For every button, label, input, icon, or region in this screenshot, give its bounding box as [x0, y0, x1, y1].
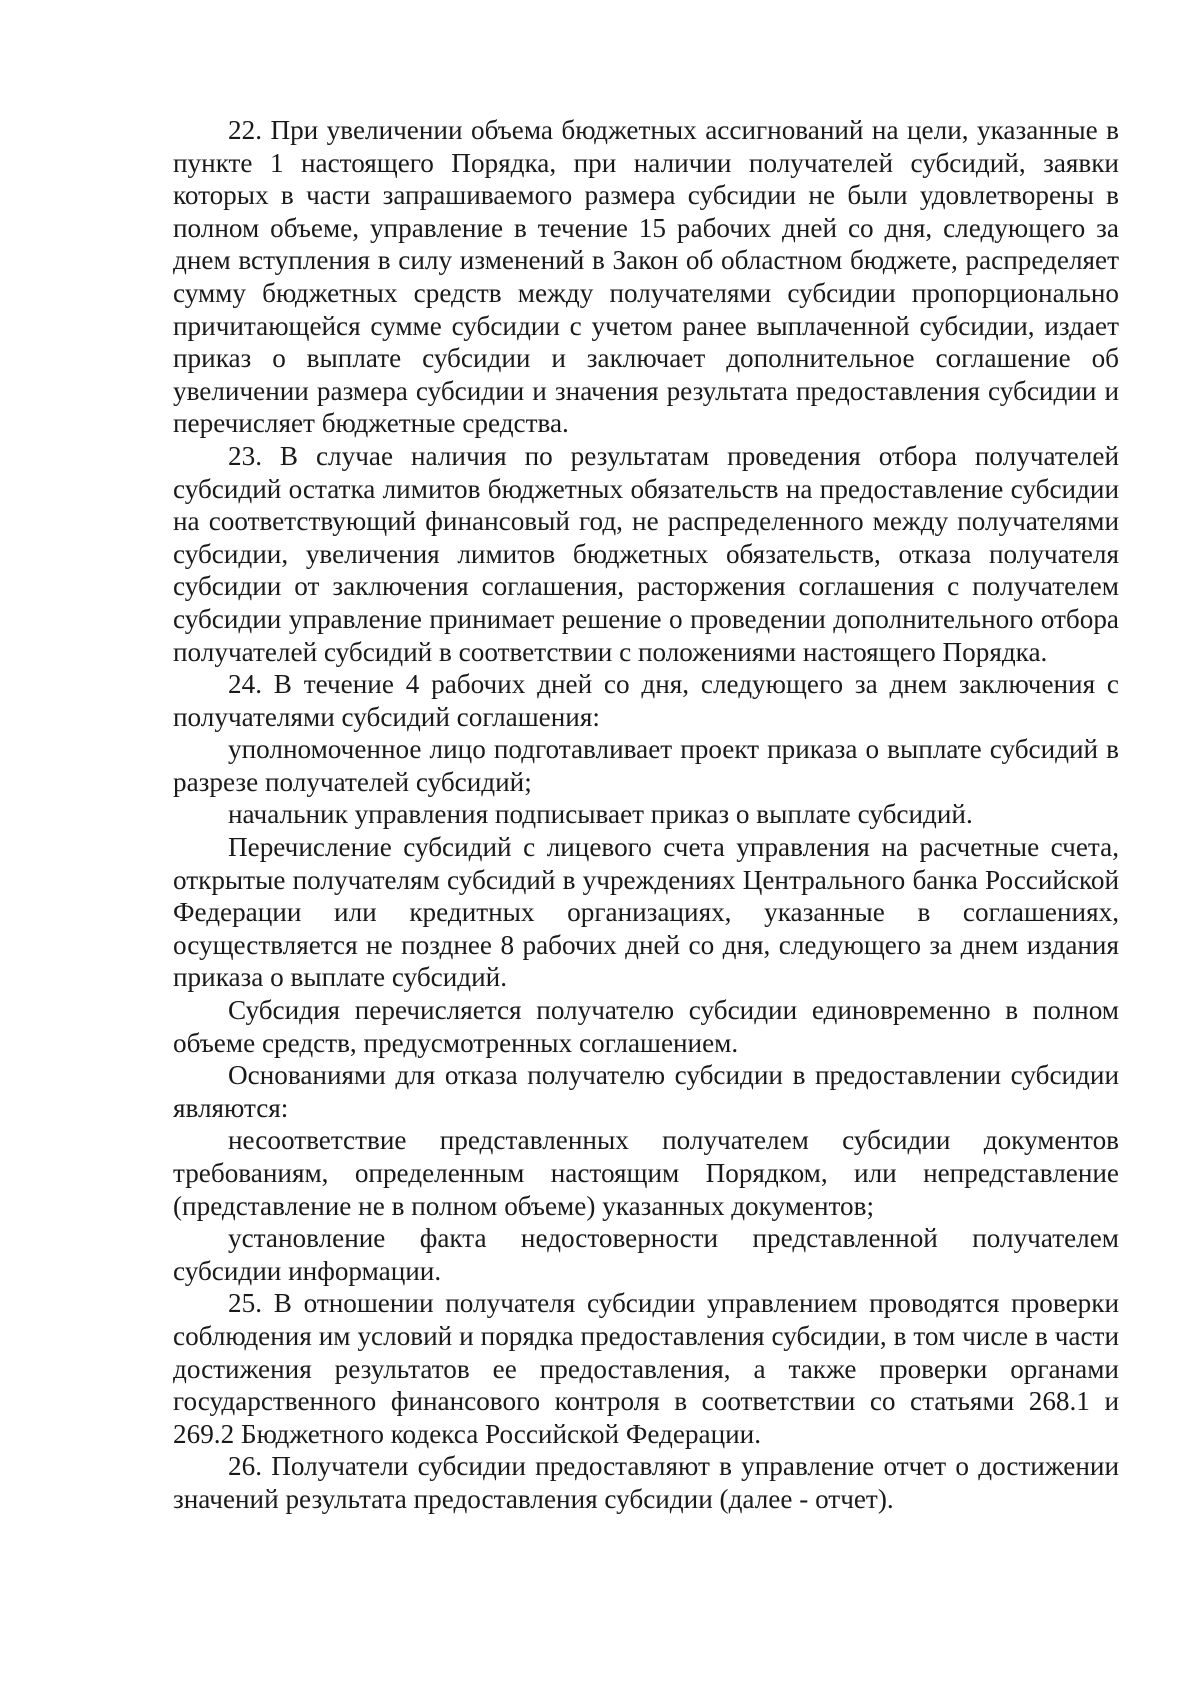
paragraph-refusal-ground-1: несоответствие представленных получателем субсидии документов требованиям, определенным настоящим Порядком, или непредставление (представление не в полном объеме) указанных документов; — [173, 1125, 1119, 1221]
paragraph-23: 23. В случае наличия по результатам проведения отбора получателей субсидий остатка лимитов бюджетных обязательств на предоставление субсидии на соответствующий финансовый год, не распределенного между получателями субсидии, увеличения лимитов бюджетных обязательств, отказа получателя субсидии от заключения соглашения, расторжения соглашения с получателем субсидии управление принимает решение о проведении дополнительного отбора получателей субсидий в соответствии с положениями настоящего Порядка. — [173, 440, 1119, 667]
paragraph-refusal-grounds: Основаниями для отказа получателю субсидии в предоставлении субсидии являются: — [173, 1060, 1119, 1123]
paragraph-22: 22. При увеличении объема бюджетных ассигнований на цели, указанные в пункте 1 настоящего Порядка, при наличии получателей субсидий, заявки которых в части запрашиваемого размера субсидии не были удовлетворены в полном объеме, управление в течение 15 рабочих дней со дня, следующего за днем вступления в силу изменений в Закон об областном бюджете, распределяет сумму бюджетных средств между получателями субсидии пропорционально причитающейся сумме субсидии с учетом ранее выплаченной субсидии, издает приказ о выплате субсидии и заключает дополнительное соглашение об увеличении размера субсидии и значения результата предоставления субсидии и перечисляет бюджетные средства. — [173, 115, 1119, 439]
paragraph-24-item-2: начальник управления подписывает приказ о выплате субсидий. — [228, 799, 973, 830]
document-body — [173, 114, 1119, 1516]
paragraph-lump-sum: Субсидия перечисляется получателю субсидии единовременно в полном объеме средств, предусмотренных соглашением. — [173, 995, 1119, 1058]
paragraph-25: 25. В отношении получателя субсидии управлением проводятся проверки соблюдения им условий и порядка предоставления субсидии, в том числе в части достижения результатов ее предоставления, а также проверки органами государственного финансового контроля в соответствии со статьями 268.1 и 269.2 Бюджетного кодекса Российской Федерации. — [173, 1288, 1119, 1449]
paragraph-transfer: Перечисление субсидий с лицевого счета управления на расчетные счета, открытые получателям субсидий в учреждениях Центрального банка Российской Федерации или кредитных организациях, указанные в соглашениях, осуществляется не позднее 8 рабочих дней со дня, следующего за днем издания приказа о выплате субсидий. — [173, 832, 1119, 993]
paragraph-26: 26. Получатели субсидии предоставляют в управление отчет о достижении значений результата предоставления субсидии (далее - отчет). — [173, 1451, 1119, 1514]
paragraph-refusal-ground-2: установление факта недостоверности представленной получателем субсидии информации. — [173, 1223, 1119, 1286]
paragraph-24-item-1: уполномоченное лицо подготавливает проект приказа о выплате субсидий в разрезе получателей субсидий; — [173, 734, 1119, 797]
paragraph-24: 24. В течение 4 рабочих дней со дня, следующего за днем заключения с получателями субсидий соглашения: — [173, 669, 1119, 732]
